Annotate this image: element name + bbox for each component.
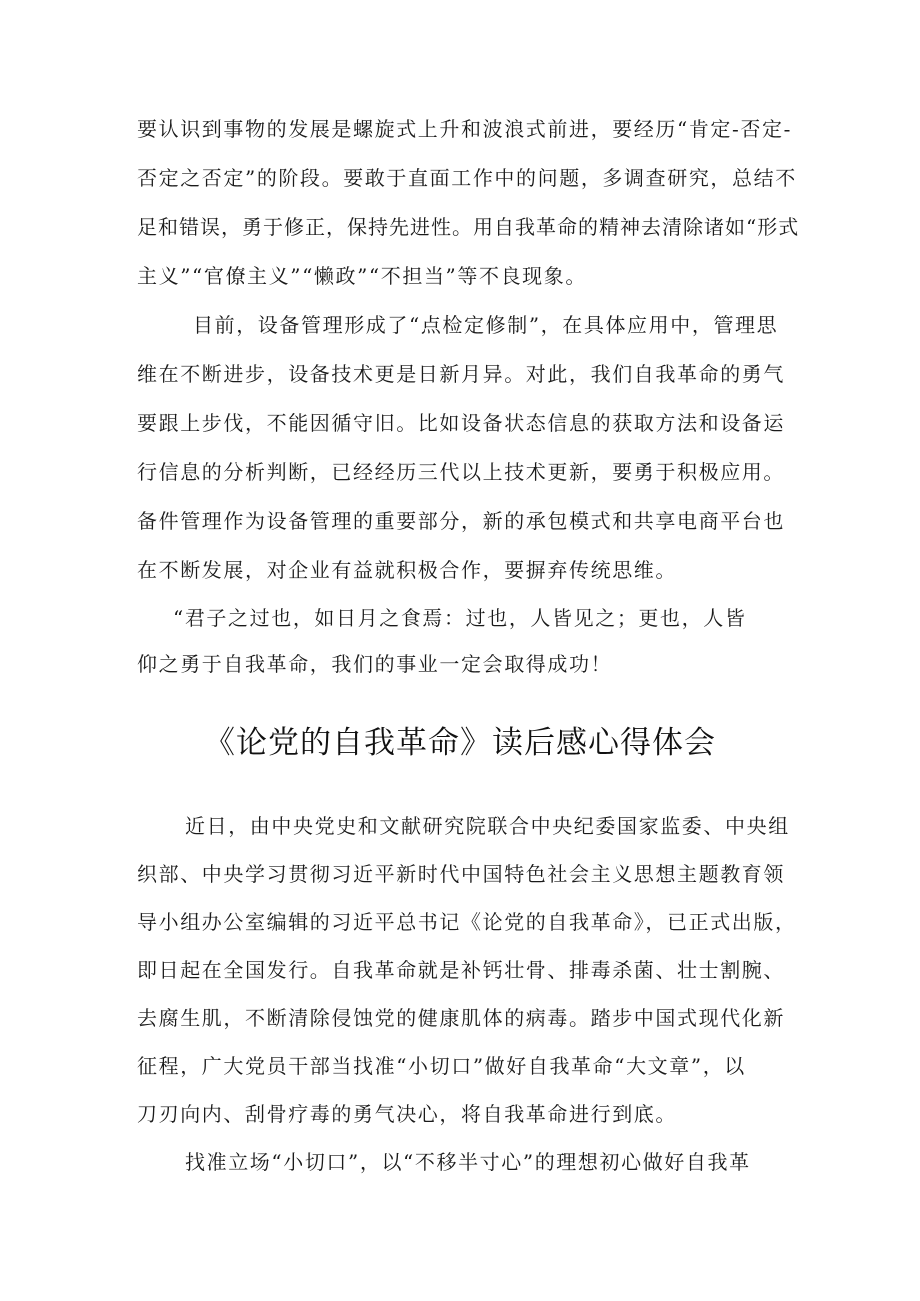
paragraph-line: 导小组办公室编辑的习近平总书记《论党的自我革命》，已正式出版， [137, 910, 797, 934]
paragraph-line: 找准立场“小切口”，以“不移半寸心”的理想初心做好自我革 [185, 1150, 751, 1174]
paragraph-line: 刀刃向内、刮骨疗毒的勇气决心，将自我革命进行到底。 [137, 1102, 677, 1126]
paragraph-line: 去腐生肌，不断清除侵蚀党的健康肌体的病毒。踏步中国式现代化新 [137, 1006, 785, 1030]
paragraph-line: 在不断发展，对企业有益就积极合作，要摒弃传统思维。 [137, 558, 677, 582]
paragraph-line: 近日，由中央党史和文献研究院联合中央纪委国家监委、中央组 [185, 814, 790, 838]
paragraph-line: “君子之过也，如日月之食焉：过也，人皆见之；更也，人皆 [173, 606, 747, 630]
paragraph-line: 即日起在全国发行。自我革命就是补钙壮骨、排毒杀菌、壮士割腕、 [137, 958, 785, 982]
paragraph-line: 目前，设备管理形成了“点检定修制”，在具体应用中，管理思 [193, 313, 779, 337]
paragraph-line: 仰之勇于自我革命，我们的事业一定会取得成功！ [137, 652, 613, 676]
paragraph-line: 足和错误，勇于修正，保持先进性。用自我革命的精神去清除诸如“形式 [137, 215, 800, 239]
paragraph-line: 征程，广大党员干部当找准“小切口”做好自我革命“大文章”，以 [137, 1054, 746, 1078]
paragraph-line: 织部、中央学习贯彻习近平新时代中国特色社会主义思想主题教育领 [137, 862, 785, 886]
paragraph-line: 主义”“官僚主义”“懒政”“不担当”等不良现象。 [137, 264, 587, 288]
article-title: 《论党的自我革命》读后感心得体会 [204, 725, 716, 761]
paragraph-line: 备件管理作为设备管理的重要部分，新的承包模式和共享电商平台也 [137, 509, 785, 533]
paragraph-line: 要跟上步伐，不能因循守旧。比如设备状态信息的获取方法和设备运 [137, 411, 785, 435]
paragraph-line: 要认识到事物的发展是螺旋式上升和波浪式前进，要经历“肯定-否定- [137, 117, 792, 141]
paragraph-line: 行信息的分析判断，已经经历三代以上技术更新，要勇于积极应用。 [137, 460, 785, 484]
paragraph-line: 否定之否定”的阶段。要敢于直面工作中的问题，多调查研究，总结不 [137, 166, 797, 190]
paragraph-line: 维在不断进步，设备技术更是日新月异。对此，我们自我革命的勇气 [137, 362, 785, 386]
